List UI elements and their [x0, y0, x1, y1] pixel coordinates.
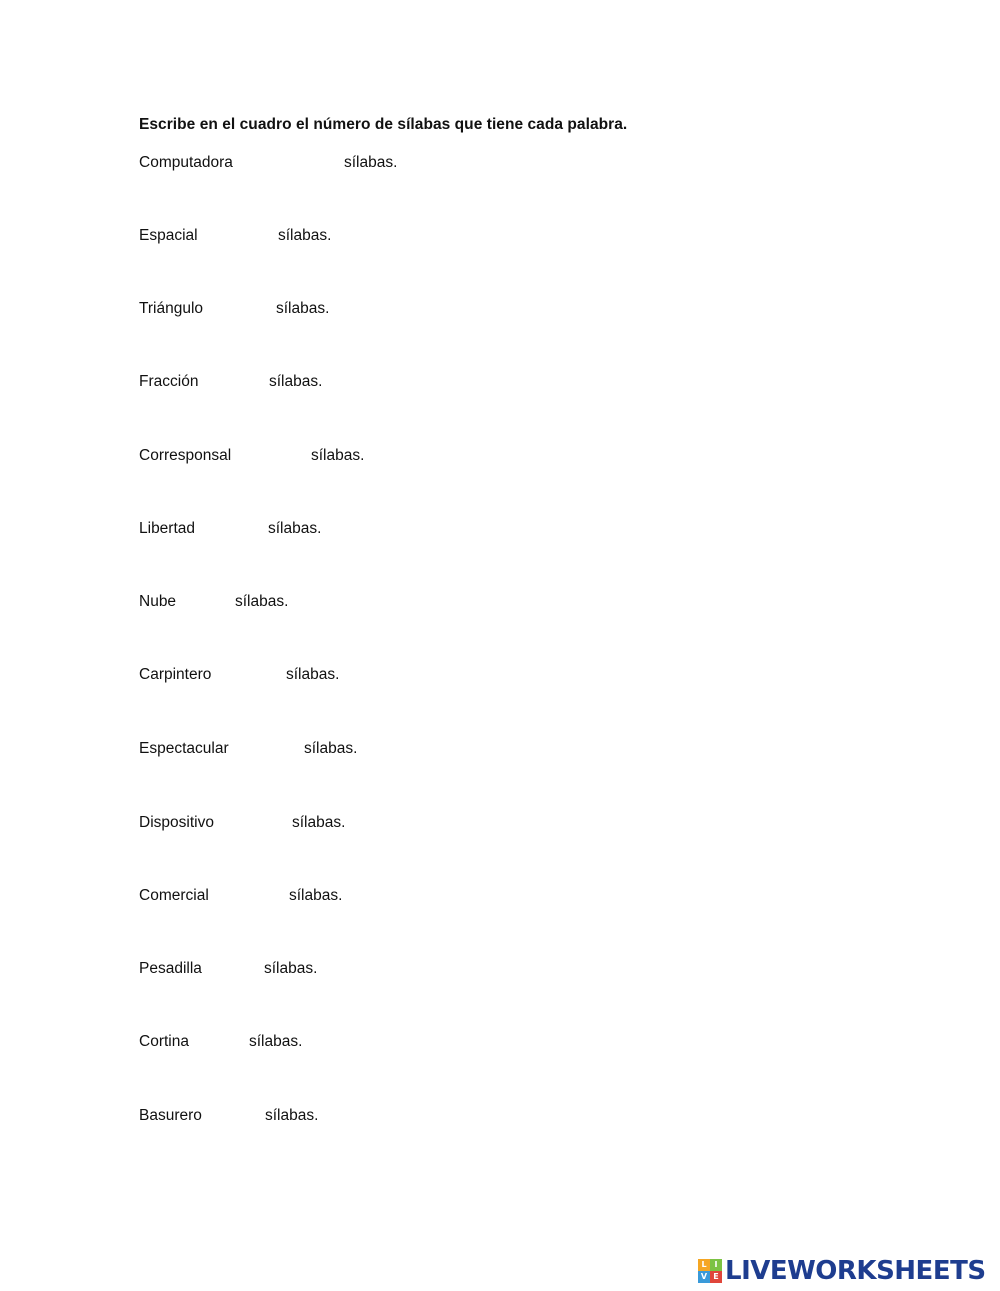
liveworksheets-brand: [698, 1257, 986, 1285]
word-label: Basurero: [139, 1107, 202, 1124]
silabas-suffix: sílabas.: [264, 960, 318, 977]
logo-tile: I: [710, 1259, 722, 1271]
silabas-suffix: sílabas.: [235, 593, 289, 610]
silabas-suffix: sílabas.: [289, 887, 343, 904]
syllable-count-input[interactable]: [249, 885, 283, 909]
silabas-suffix: sílabas.: [286, 666, 340, 683]
syllable-count-input[interactable]: [238, 225, 272, 249]
logo-tile: V: [698, 1271, 710, 1283]
word-label: Pesadilla: [139, 960, 202, 977]
brand-name: LIVEWORKSHEETS: [725, 1256, 986, 1286]
syllable-count-input[interactable]: [252, 812, 286, 836]
syllable-count-input[interactable]: [225, 1105, 259, 1129]
silabas-suffix: sílabas.: [344, 154, 398, 171]
word-label: Carpintero: [139, 666, 212, 683]
word-label: Corresponsal: [139, 447, 232, 464]
syllable-count-input[interactable]: [229, 371, 263, 395]
silabas-suffix: sílabas.: [311, 447, 365, 464]
syllable-count-input[interactable]: [271, 445, 305, 469]
silabas-suffix: sílabas.: [269, 373, 323, 390]
word-label: Fracción: [139, 373, 199, 390]
silabas-suffix: sílabas.: [268, 520, 322, 537]
syllable-count-input[interactable]: [228, 518, 262, 542]
silabas-suffix: sílabas.: [304, 740, 358, 757]
syllable-count-input[interactable]: [224, 958, 258, 982]
silabas-suffix: sílabas.: [265, 1107, 319, 1124]
syllable-count-input[interactable]: [246, 664, 280, 688]
syllable-count-input[interactable]: [209, 1031, 243, 1055]
silabas-suffix: sílabas.: [276, 300, 330, 317]
word-label: Triángulo: [139, 300, 204, 317]
word-label: Comercial: [139, 887, 209, 904]
silabas-suffix: sílabas.: [292, 814, 346, 831]
instruction-text: Escribe en el cuadro el número de sílabas que tiene cada palabra.: [139, 116, 628, 133]
silabas-suffix: sílabas.: [278, 227, 332, 244]
syllable-count-input[interactable]: [304, 152, 338, 176]
word-label: Cortina: [139, 1033, 189, 1050]
word-label: Nube: [139, 593, 177, 610]
syllable-count-input[interactable]: [264, 738, 298, 762]
liveworksheets-logo-icon: [698, 1259, 722, 1283]
word-label: Libertad: [139, 520, 196, 537]
silabas-suffix: sílabas.: [249, 1033, 303, 1050]
logo-tile: L: [698, 1259, 710, 1271]
word-label: Computadora: [139, 154, 233, 171]
word-label: Espacial: [139, 227, 198, 244]
syllable-count-input[interactable]: [236, 298, 270, 322]
logo-tile: E: [710, 1271, 722, 1283]
word-label: Dispositivo: [139, 814, 214, 831]
syllable-count-input[interactable]: [195, 591, 229, 615]
word-label: Espectacular: [139, 740, 229, 757]
